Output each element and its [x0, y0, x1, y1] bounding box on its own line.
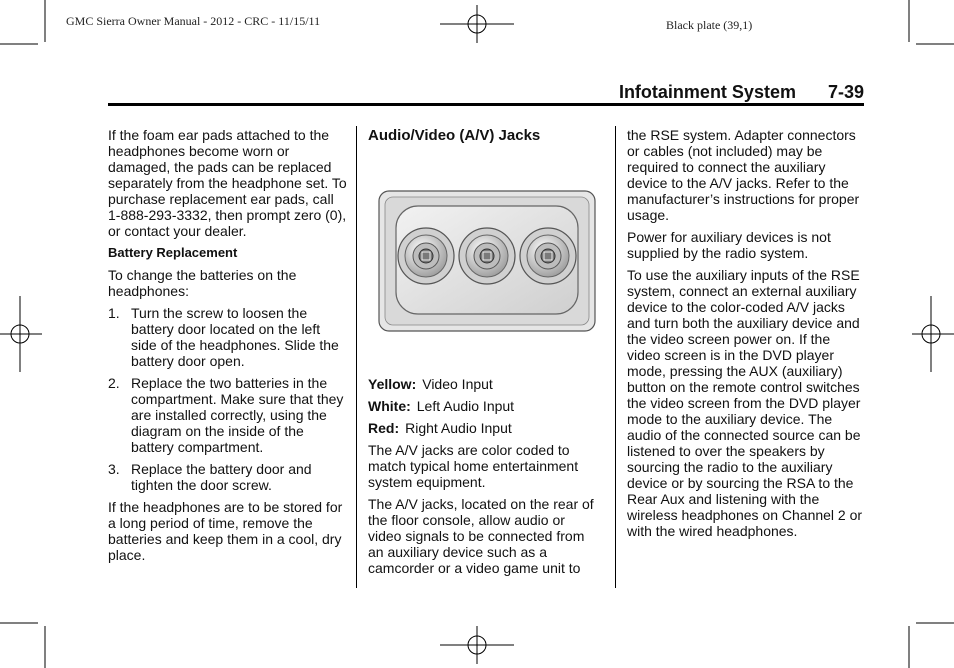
label-key: White: [368, 398, 411, 414]
column-divider-2 [615, 126, 616, 588]
label-value: Left Audio Input [416, 398, 515, 414]
ear-pads-paragraph: If the foam ear pads attached to the headphones become worn or damaged, the pads can be replaced separately from the headphone set. To purchase replacement ear pads, call 1-888-293-3332, then prompt zero (0), or contact your dealer. [108, 127, 347, 239]
aux-usage-paragraph: To use the auxiliary inputs of the RSE system, connect an external auxiliary device to the color-coded A/V jacks and turn both the auxiliary device and the video screen power on. If the video screen is in the DVD player mode, pressing the AUX (auxiliary) button on the remote control switches the video screen from the DVD player mode to the auxiliary device. The audio of the connected source can be listened to over the speakers by sourcing the radio to the auxiliary device or by sourcing the RSA to the Rear Aux and listening with the wireless headphones on Channel 2 or with the wired headphones. [627, 267, 863, 539]
av-jacks-illustration [378, 190, 596, 332]
jack-white-icon [459, 228, 515, 284]
column-2 [368, 127, 600, 582]
yellow-label [368, 376, 600, 392]
jack-red-icon [520, 228, 576, 284]
av-jacks-heading: Audio/Video (A/V) Jacks [368, 127, 541, 144]
list-item [108, 375, 348, 455]
white-label [368, 398, 600, 414]
step-number: 1. [108, 305, 120, 321]
storage-paragraph: If the headphones are to be stored for a long period of time, remove the batteries and keep them in a cool, dry place. [108, 499, 343, 563]
power-paragraph: Power for auxiliary devices is not supplied by the radio system. [627, 229, 831, 261]
jack-yellow-icon [398, 228, 454, 284]
adapter-paragraph: the RSE system. Adapter connectors or cables (not included) may be required to connect the auxiliary device to the A/V jacks. Refer to the manufacturer’s instructions for proper usage. [627, 127, 860, 223]
label-value: Video Input [422, 376, 493, 392]
step-text: Replace the two batteries in the compartment. Make sure that they are installed correctly, using the diagram on the inside of the battery compartment. [131, 375, 344, 455]
column-divider-1 [356, 126, 357, 588]
list-item [108, 461, 348, 493]
column-1 [108, 127, 348, 569]
print-header-left: GMC Sierra Owner Manual - 2012 - CRC - 11/15/11 [66, 14, 321, 28]
print-header-right: Black plate (39,1) [666, 18, 753, 32]
step-text: Turn the screw to loosen the battery door located on the left side of the headphones. Slide the battery door open. [131, 305, 339, 369]
battery-steps-list [108, 305, 348, 493]
step-number: 2. [108, 375, 120, 391]
red-label [368, 420, 600, 436]
label-key: Red: [368, 420, 400, 436]
section-title: Infotainment System [618, 82, 796, 102]
step-number: 3. [108, 461, 120, 477]
label-value: Right Audio Input [405, 420, 512, 436]
list-item [108, 305, 348, 369]
column-3 [627, 127, 867, 545]
location-paragraph: The A/V jacks, located on the rear of the floor console, allow audio or video signals to be connected from an auxiliary device such as a camcorder or a video game unit to [368, 496, 594, 576]
header-rule [108, 103, 864, 106]
battery-lead-paragraph: To change the batteries on the headphones: [108, 267, 297, 299]
color-coded-paragraph: The A/V jacks are color coded to match typical home entertainment system equipment. [368, 442, 579, 490]
page-number: 7-39 [827, 82, 864, 102]
section-header [108, 82, 864, 102]
label-key: Yellow: [368, 376, 417, 392]
step-text: Replace the battery door and tighten the door screw. [131, 461, 312, 493]
battery-replacement-heading: Battery Replacement [108, 245, 238, 260]
